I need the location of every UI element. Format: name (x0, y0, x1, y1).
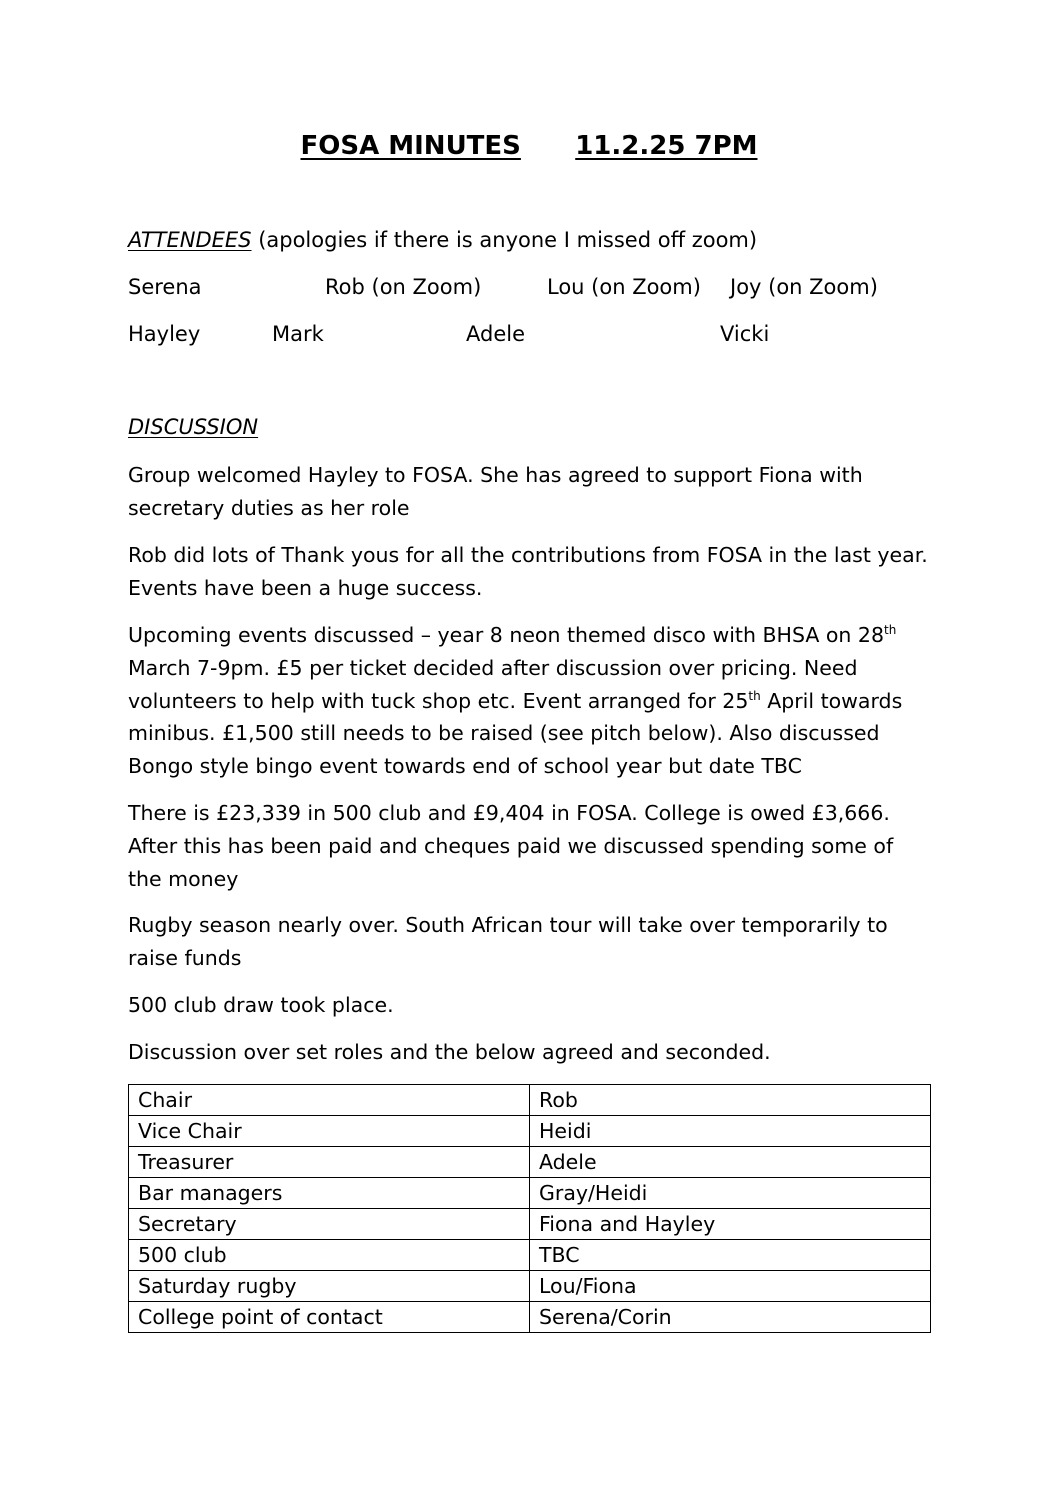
discussion-heading: DISCUSSION (128, 415, 259, 439)
attendees-heading-line (128, 224, 757, 257)
person-cell: Serena/Corin (530, 1302, 931, 1333)
roles-table (128, 1084, 931, 1333)
role-cell: College point of contact (129, 1302, 530, 1333)
attendees-heading: ATTENDEES (128, 228, 252, 252)
person-cell: Heidi (530, 1116, 931, 1147)
person-cell: Lou/Fiona (530, 1271, 931, 1302)
table-row (129, 1147, 931, 1178)
role-cell: Treasurer (129, 1147, 530, 1178)
attendee-name: Hayley (128, 322, 201, 346)
role-cell: Bar managers (129, 1178, 530, 1209)
person-cell: Gray/Heidi (530, 1178, 931, 1209)
table-row (129, 1116, 931, 1147)
table-row (129, 1178, 931, 1209)
table-row (129, 1271, 931, 1302)
attendees-note: (apologies if there is anyone I missed off zoom) (251, 228, 758, 252)
discussion-paragraph: Rugby season nearly over. South African tour will take over temporarily to raise funds (128, 913, 888, 970)
person-cell: Rob (530, 1085, 931, 1116)
discussion-paragraph: 500 club draw took place. (128, 993, 394, 1017)
events-text-part: Upcoming events discussed – year 8 neon themed disco with BHSA on 28 (128, 623, 885, 647)
discussion-heading-line (128, 411, 258, 444)
table-row (129, 1209, 931, 1240)
discussion-paragraph-events (128, 619, 928, 783)
attendee-name: Mark (272, 322, 324, 346)
role-cell: 500 club (129, 1240, 530, 1271)
discussion-paragraph: Group welcomed Hayley to FOSA. She has agreed to support Fiona with secretary duties as her role (128, 463, 863, 520)
attendee-name: Serena (128, 275, 202, 299)
page-title (0, 128, 1058, 164)
table-row (129, 1302, 931, 1333)
role-cell: Secretary (129, 1209, 530, 1240)
attendee-name: Adele (466, 322, 526, 346)
attendee-name: Joy (on Zoom) (730, 275, 878, 299)
table-row (129, 1240, 931, 1271)
ordinal-suffix: th (748, 688, 761, 703)
role-cell: Chair (129, 1085, 530, 1116)
ordinal-suffix: th (884, 623, 897, 638)
role-cell: Vice Chair (129, 1116, 530, 1147)
person-cell: Adele (530, 1147, 931, 1178)
table-row (129, 1085, 931, 1116)
person-cell: Fiona and Hayley (530, 1209, 931, 1240)
events-text-part: April towards minibus. £1,500 still needs to be raised (see pitch below). Also discussed Bongo style bingo event towards end of school year but date TBC (128, 688, 903, 779)
discussion-paragraph: Rob did lots of Thank yous for all the contributions from FOSA in the last year. Events have been a huge success. (128, 543, 928, 600)
discussion-paragraph: Discussion over set roles and the below agreed and seconded. (128, 1040, 771, 1064)
attendee-name: Lou (on Zoom) (547, 275, 701, 299)
discussion-paragraph: There is £23,339 in 500 club and £9,404 in FOSA. College is owed £3,666. After this has been paid and cheques paid we discussed spending some of the money (128, 801, 894, 891)
attendee-name: Vicki (720, 322, 770, 346)
attendee-name: Rob (on Zoom) (325, 275, 482, 299)
events-text-part: March 7-9pm. £5 per ticket decided after discussion over pricing. Need volunteers to help with tuck shop etc. Event arranged for 25 (128, 655, 858, 713)
title-date-time: 11.2.25 7PM (575, 131, 758, 161)
role-cell: Saturday rugby (129, 1271, 530, 1302)
person-cell: TBC (530, 1240, 931, 1271)
title-name: FOSA MINUTES (300, 131, 521, 161)
